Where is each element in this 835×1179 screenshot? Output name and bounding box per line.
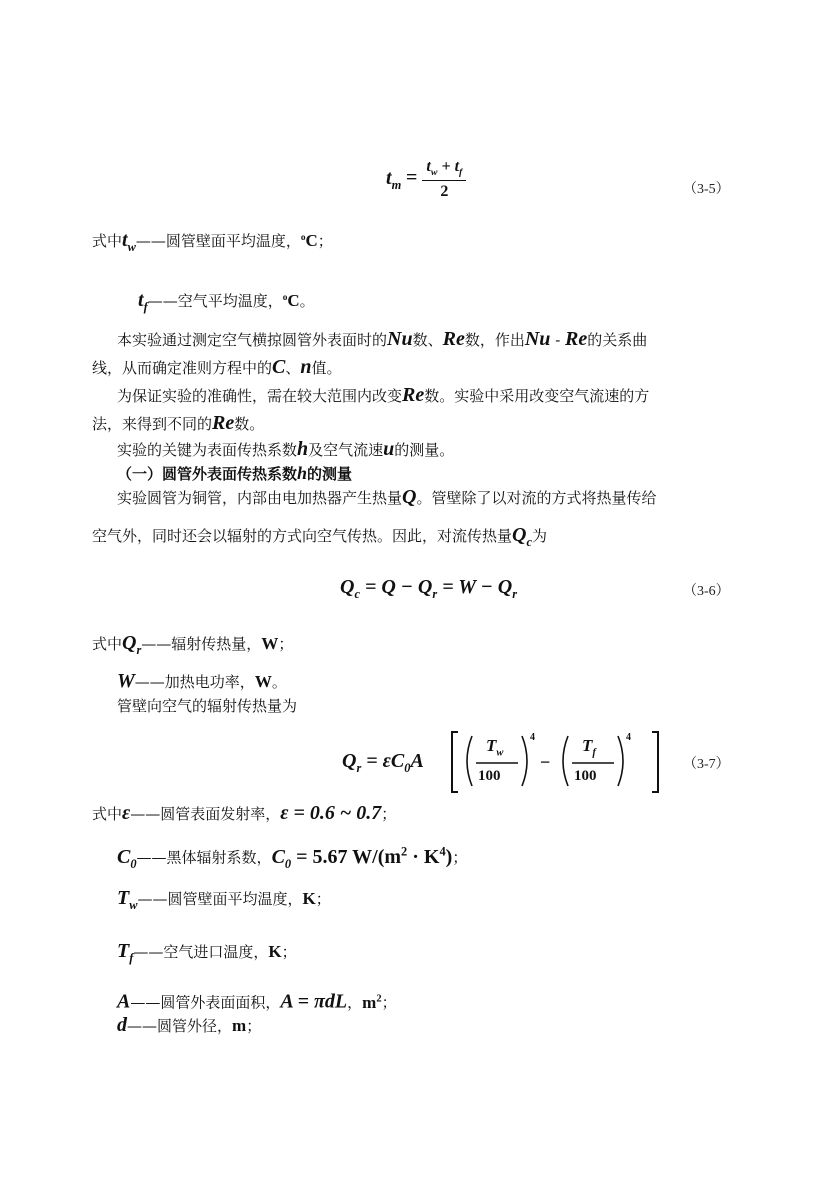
definition-tf: $t_f——$空气平均温度，$^o$C。 [138, 289, 315, 314]
paragraph-1-line-2: 线，从而确定准则方程中的C、n值。 [92, 356, 342, 378]
symbol: $t_f$ [138, 289, 148, 314]
paragraph-4-line-2: 空气外，同时还会以辐射的方式向空气传热。因此，对流传热量$Q_c$为 [92, 524, 547, 549]
definition-c0: $C_0——$黑体辐射系数，$C_0 = 5.67$ $W/(m^2 \cdot K^4)$； [117, 844, 468, 871]
equation-label-3-7: （3-7） [683, 757, 730, 772]
equation-label-3-5: （3-5） [683, 182, 730, 197]
paragraph-2-line-2: 法，来得到不同的Re数。 [92, 412, 265, 434]
equation-3-6: $Q_c = Q - Q_r = W - Q_r$ [340, 576, 518, 601]
paragraph-5: 管壁向空气的辐射传热量为 [117, 697, 298, 715]
section-heading: （一）圆管外表面传热系数h的测量 [117, 463, 353, 483]
definition-area: A——圆管外表面面积，A = πdL，$m^2$； [117, 990, 397, 1013]
eq-lhs: $t_m$ [386, 166, 402, 192]
definition-tw: 式中$t_w——$圆管壁面平均温度，$^o$C； [92, 229, 333, 254]
paragraph-2-line-1: 为保证实验的准确性，需在较大范围内改变Re数。实验中采用改变空气流速的方 [117, 384, 650, 406]
fraction [422, 158, 466, 201]
symbol: $t_w$ [122, 229, 136, 254]
paragraph-1-line-1: 本实验通过测定空气横掠圆管外表面时的Nu数、Re数，作出Nu - Re的关系曲 [117, 328, 648, 350]
paragraph-4-line-1: 实验圆管为铜管，内部由电加热器产生热量Q。管壁除了以对流的方式将热量传给 [117, 486, 657, 508]
paragraph-3: 实验的关键为表面传热系数h及空气流速u的测量。 [117, 438, 455, 460]
equation-3-5: $t_m$ = $\frac{t_w + t_f}{2}$ [386, 158, 466, 201]
definition-Tf: $T_f——$空气进口温度，K； [117, 940, 297, 965]
definition-d: d——圆管外径，m； [117, 1014, 262, 1036]
denominator: 2 [440, 183, 449, 201]
definition-Tw: $T_w——$圆管壁面平均温度，K； [117, 887, 331, 912]
numerator: $t_w + t_f$ [422, 158, 466, 181]
definition-epsilon: 式中ε——圆管表面发射率，ε = 0.6 ~ 0.7； [92, 802, 397, 824]
definition-qr: 式中$Q_r——$辐射传热量，W； [92, 632, 294, 657]
equation-label-3-6: （3-6） [683, 584, 730, 599]
definition-w: W——加热电功率，W。 [117, 670, 287, 692]
